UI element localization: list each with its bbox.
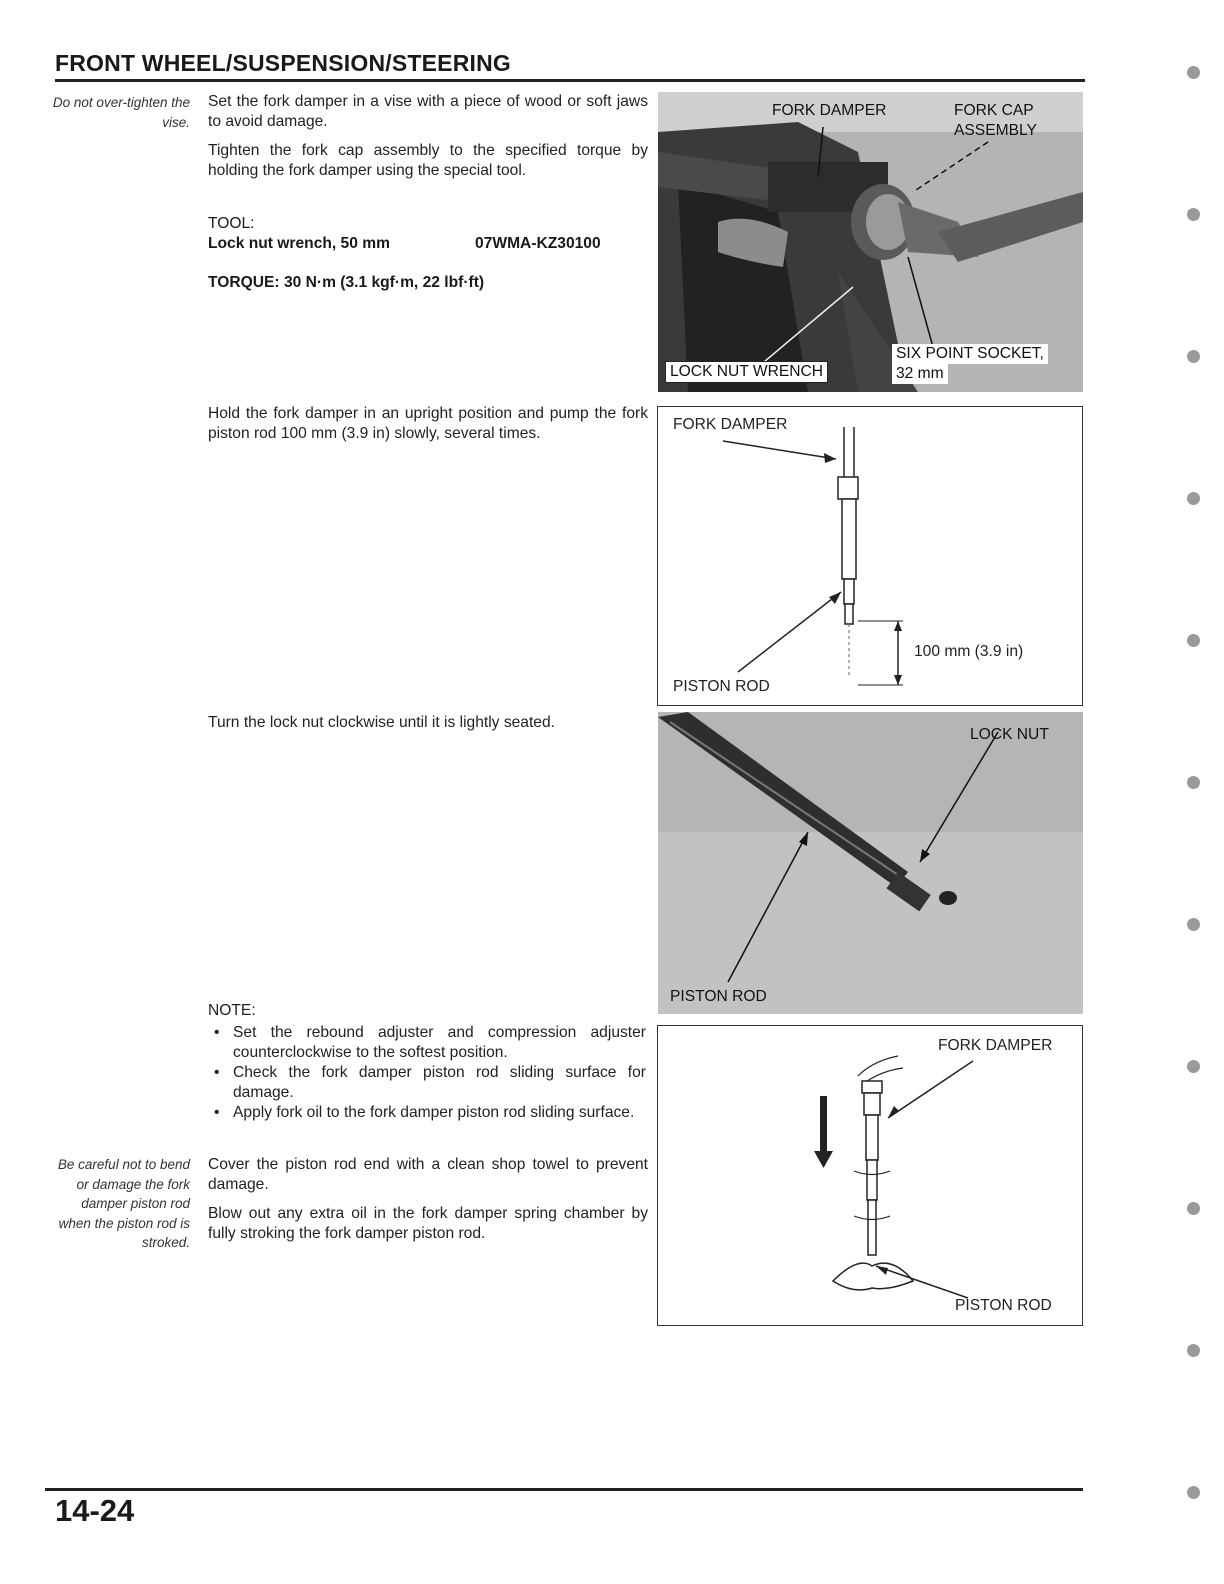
label-lock-nut-wrench: LOCK NUT WRENCH — [665, 361, 828, 383]
paragraph-set-fork-damper: Set the fork damper in a vise with a piece of wood or soft jaws to avoid damage. — [208, 93, 648, 130]
binder-hole-mark — [1187, 1202, 1200, 1215]
binder-hole-mark — [1187, 1486, 1200, 1499]
page-header-title: FRONT WHEEL/SUSPENSION/STEERING — [55, 50, 512, 76]
tool-heading: TOOL: — [208, 215, 255, 232]
label-fork-cap-2: ASSEMBLY — [954, 122, 1037, 139]
note-item: • Set the rebound adjuster and compression adjuster counterclockwise to the softest position. — [208, 1023, 646, 1063]
figure-stroke-rod-diagram — [657, 1025, 1083, 1326]
note-item: • Apply fork oil to the fork damper piston rod sliding surface. — [208, 1103, 646, 1123]
side-note-careful: Be careful not to bend or damage the fork damper piston rod when the piston rod is stroked. — [57, 1157, 190, 1250]
side-note-vise: Do not over-tighten the vise. — [52, 95, 190, 130]
paragraph-tighten-cap: Tighten the fork cap assembly to the specified torque by holding the fork damper using the special tool. — [208, 142, 648, 179]
label-dimension: 100 mm (3.9 in) — [914, 643, 1024, 660]
label-fork-damper: FORK DAMPER — [673, 416, 788, 433]
binder-hole-mark — [1187, 634, 1200, 647]
stroke-rod-drawing — [658, 1026, 1082, 1325]
tool-name: Lock nut wrench, 50 mm — [208, 235, 390, 252]
note-heading: NOTE: — [208, 1002, 256, 1019]
paragraph-pump-piston-rod: Hold the fork damper in an upright position and pump the fork piston rod 100 mm (3.9 in) slowly, several times. — [208, 405, 648, 442]
note-item: • Check the fork damper piston rod sliding surface for damage. — [208, 1063, 646, 1103]
label-socket-1: SIX POINT SOCKET, — [892, 344, 1048, 364]
binder-hole-mark — [1187, 1060, 1200, 1073]
binder-hole-mark — [1187, 66, 1200, 79]
label-fork-damper: FORK DAMPER — [938, 1037, 1053, 1054]
label-fork-cap-1: FORK CAP — [954, 102, 1034, 119]
figure-pump-rod-diagram — [657, 406, 1083, 706]
label-lock-nut: LOCK NUT — [970, 726, 1049, 743]
label-piston-rod: PISTON ROD — [673, 678, 770, 695]
label-fork-damper: FORK DAMPER — [772, 102, 887, 119]
binder-hole-mark — [1187, 1344, 1200, 1357]
tool-number: 07WMA-KZ30100 — [475, 235, 601, 252]
paragraph-cover-rod-end: Cover the piston rod end with a clean shop towel to prevent damage. — [208, 1156, 648, 1193]
paragraph-blow-out-oil: Blow out any extra oil in the fork damper spring chamber by fully stroking the fork damper piston rod. — [208, 1205, 648, 1242]
label-piston-rod: PISTON ROD — [955, 1297, 1052, 1314]
figure-lock-nut-photo — [658, 712, 1083, 1014]
binder-hole-mark — [1187, 350, 1200, 363]
figure-fork-cap-photo — [658, 92, 1083, 392]
torque-spec: TORQUE: 30 N·m (3.1 kgf·m, 22 lbf·ft) — [208, 274, 485, 291]
binder-hole-mark — [1187, 776, 1200, 789]
page-number: 14-24 — [55, 1493, 135, 1528]
label-piston-rod: PISTON ROD — [670, 988, 767, 1005]
header-rule — [55, 79, 1085, 82]
lock-nut-photo-drawing — [658, 712, 1083, 1014]
note-list — [208, 1023, 646, 1123]
label-socket-2: 32 mm — [892, 364, 948, 384]
binder-hole-mark — [1187, 208, 1200, 221]
footer-rule — [45, 1488, 1083, 1491]
binder-hole-mark — [1187, 918, 1200, 931]
binder-hole-mark — [1187, 492, 1200, 505]
paragraph-turn-lock-nut: Turn the lock nut clockwise until it is lightly seated. — [208, 714, 555, 731]
